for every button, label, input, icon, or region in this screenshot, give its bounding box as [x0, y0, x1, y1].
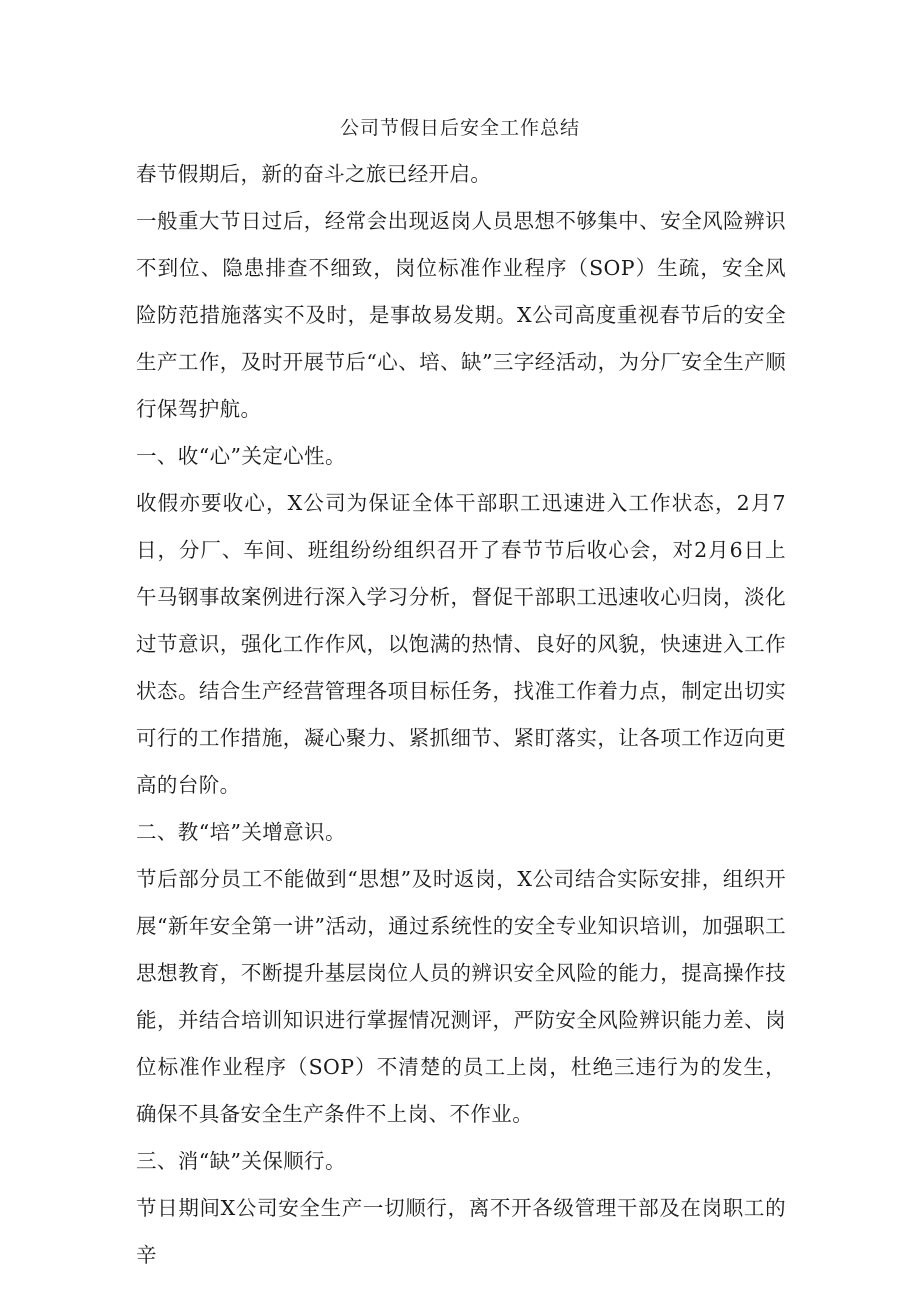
section-heading-1: 一、收“心”关定心性。	[136, 444, 346, 468]
paragraph-section-1: 收假亦要收心，X公司为保证全体干部职工迅速进入工作状态，2月7日，分厂、车间、班组纷纷组织召开了春节节后收心会，对2月6日上午马钢事故案例进行深入学习分析，督促干部职工迅速收心归岗，淡化过节意识，强化工作作风，以饱满的热情、良好的风貌，快速进入工作状态。结合生产经营管理各项目标任务，找准工作着力点，制定出切实可行的工作措施，凝心聚力、紧抓细节、紧盯落实，让各项工作迈向更高的台阶。	[136, 491, 786, 797]
document-title: 公司节假日后安全工作总结	[339, 117, 580, 139]
paragraph-overview: 一般重大节日过后，经常会出现返岗人员思想不够集中、安全风险辨识不到位、隐患排查不细致，岗位标准作业程序（SOP）生疏，安全风险防范措施落实不及时，是事故易发期。X公司高度重视春节后的安全生产工作，及时开展节后“心、培、缺”三字经活动，为分厂安全生产顺行保驾护航。	[136, 209, 786, 421]
paragraph-intro: 春节假期后，新的奋斗之旅已经开启。	[136, 162, 492, 186]
section-heading-2: 二、教“培”关增意识。	[136, 820, 346, 844]
paragraph-section-3: 节日期间X公司安全生产一切顺行，离不开各级管理干部及在岗职工的辛	[136, 1196, 786, 1267]
section-heading-3: 三、消“缺”关保顺行。	[136, 1149, 346, 1173]
paragraph-section-2: 节后部分员工不能做到“思想”及时返岗，X公司结合实际安排，组织开展“新年安全第一讲”活动，通过系统性的安全专业知识培训，加强职工思想教育，不断提升基层岗位人员的辨识安全风险的能力，提高操作技能，并结合培训知识进行掌握情况测评，严防安全风险辨识能力差、岗位标准作业程序（SOP）不清楚的员工上岗，杜绝三违行为的发生，确保不具备安全生产条件不上岗、不作业。	[136, 867, 786, 1126]
document-body	[136, 151, 786, 1279]
